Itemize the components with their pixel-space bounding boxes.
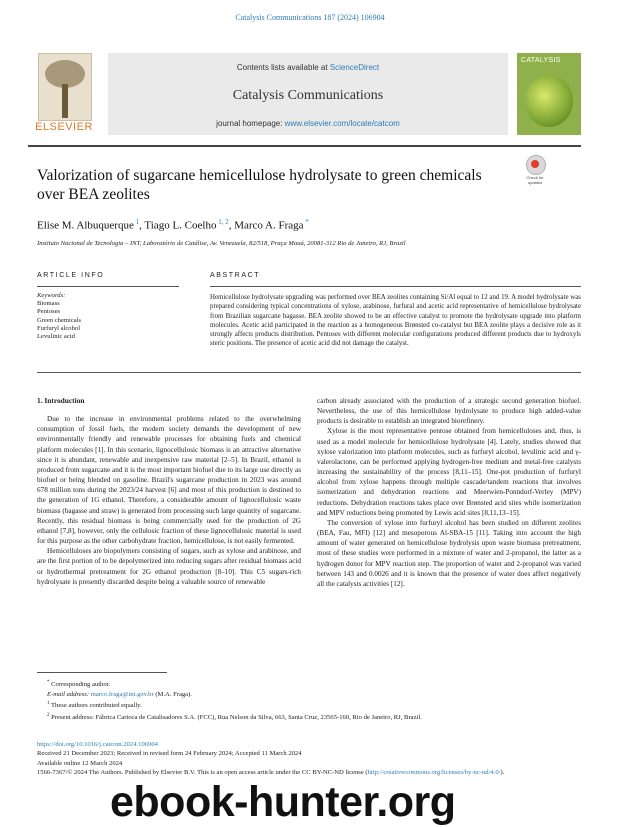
author-list: Elise M. Albuquerque $^1$, Tiago L. Coelho $^{1, 2}$, Marco A. Fraga * [37, 218, 309, 232]
footnotes [37, 678, 581, 722]
check-for-updates-button[interactable] [522, 155, 548, 185]
cover-image [525, 75, 573, 127]
section-heading-introduction: 1. Introduction [37, 396, 85, 405]
doi-link[interactable]: https://doi.org/10.1016/j.catcom.2024.106904 [37, 741, 158, 748]
elsevier-logo [28, 53, 100, 135]
header-divider [28, 145, 581, 147]
article-info-heading: ARTICLE INFO [37, 272, 105, 279]
license-link[interactable]: http://creativecommons.org/licenses/by-nc-nd/4.0/ [367, 768, 501, 776]
body-paragraph: The conversion of xylose into furfuryl alcohol has been studied on different zeolites (BEA, Fau, MFI) [12] and mesoporous Al-SBA-15 [11]. Taking into account the high amount of water generated on hemicellulose hydrolysis upon waste biomass pretreatment, most of these studies were performed in a mixture of water and 2-propanol, the latter as a hydrogen donor for MPV reaction step. The proportion of water and 2-propanol was varied between 143 and 0.0026 and it is known that the presence of water does affect negatively all the catalysts activities [12]. [317, 518, 581, 588]
body-column-left [37, 396, 301, 587]
sciencedirect-link[interactable]: ScienceDirect [329, 63, 380, 72]
body-paragraph: carbon already associated with the production of a strategic second generation biofuel. Nevertheless, the use of this hemicellulose hydrolysate to produce high added-value products is desirable to establish an integrated biorefinery. [317, 397, 581, 426]
author-mark[interactable]: 1 [135, 218, 140, 226]
author-mark[interactable]: 1, 2 [218, 218, 229, 226]
footnote-divider [37, 672, 167, 673]
keyword: Furfuryl alcohol [37, 324, 81, 332]
article-info-divider [37, 286, 179, 287]
abstract-text: Hemicellulose hydrolysate upgrading was performed over BEA zeolites containing Si/Al equal to 12 and 19. A model hydrolysate was prepared considering typical concentrations of xylose, arabinose, furfural and acetic acid representative of hemicellulose hydrolysate from Brazilian sugarcane bagasse. BEA zeolite showed to be an effective catalyst to promote the hydrolysate upgrade into platform molecules. Acetic acid participated in the reaction as a homogeneous Brønsted co-catalyst but BEA zeolite plays a decisive role as it strongly affects products distribution. Pentoses with different molecular configurations produced different products due to hydroxyls steric positions. The presence of acetic acid did not damage the catalyst. [210, 294, 581, 348]
license-line: 1566-7367/© 2024 The Authors. Published by Elsevier B.V. This is an open access article under the CC BY-NC-ND license (http://creativecommons.org/licenses/by-nc-nd/4.0/). [37, 768, 505, 776]
keywords-block [37, 292, 81, 341]
check-updates-label: Check for updates [526, 175, 544, 185]
author-name[interactable]: Elise M. Albuquerque [37, 219, 134, 232]
email-link[interactable]: marco.fraga@int.gov.br [90, 690, 154, 698]
journal-reference[interactable]: Catalysis Communications 187 (2024) 106904 [235, 13, 385, 22]
watermark: ebook-hunter.org [110, 778, 456, 826]
keywords-label: Keywords: [37, 292, 66, 299]
cover-title: CATALYSIS [521, 57, 561, 64]
received-dates: Received 21 December 2023; Received in revised form 24 February 2024; Accepted 11 March 2024 [37, 750, 302, 758]
contents-line: Contents lists available at ScienceDirect [236, 63, 380, 72]
keyword: Green chemicals [37, 316, 82, 324]
keyword: Levulinic acid [37, 333, 75, 341]
journal-name: Catalysis Communications [232, 88, 384, 103]
body-paragraph: Hemicelluloses are biopolymers consisting of sugars, such as xylose and arabinose, and are the first portion of to be depolymerized into reducing sugars after residual biomass acid or hydrothermal pretreatment for 2G ethanol production [8–10]. This C5 sugars-rich hydrolysate is presently discarded despite being a valuable source of renewable [37, 547, 301, 586]
article-metadata [37, 740, 581, 777]
body-paragraph: Xylose is the most representative pentose obtained from hemicelluloses and, thus, is used as a model molecule for hemicellulose hydrolysate [4]. Lately, studies showed that xylose valorization into platform molecules, such as furfuryl alcohol, levulinic acid and γ-valerolactone, can be performed applying hydrogen-free medium and metal-free catalysts increasing the sustainability of the process [8,11–15]. One-pot production of furfuryl alcohol from xylose happens through multiple cascade/tandem reactions that involves isomerization and dehydration reactions and Meerwien-Ponndorf-Verley (MPV) reductions. Dehydration reactions takes place over Brønsted acid sites while isomerization and MPV reductions being promoted by Lewis acid sites [8,11,13–15]. [317, 427, 581, 517]
footnote-2: $^2$ Present address: Fábrica Carioca de Catalisadores S.A. (FCC), Rua Nelson da Silva, 663, Santa Cruz, 23565-160, Rio de Janeiro, RJ, Brazil. [47, 712, 422, 721]
body-paragraph: Due to the increase in environmental problems related to the overwhelming consumption of fossil fuels, the modern society demands the development of new environmentally friendly and renewable processes for obtaining fuels and chemical platform molecules [1]. In this scenario, lignocellulosic biomass is an attractive alternative since it is abundant, renewable and inexpensive raw material [2–5]. In Brazil, ethanol is produced from sugarcane and it is the most important biofuel due to its large use directly as biofuel or being blended on gasoline. Brazil's sugarcane production in 2023 was around 678 million tons during the 2023/24 harvest [6] and most of this production is destined to the generation of 1G ethanol. Therefore, a considerable amount of lignocellulosic waste biomass (bagasse and straw) is generated from processing such large quantity of sugarcane. Recently, this residual biomass is being commercially used for the production of 2G ethanol [7,8], however, only the cellulosic fraction of these lignocellulosic material is used for this purpose as the other carbohydrate fraction, hemicellulose, is not easily fermented. [37, 415, 301, 546]
journal-cover [517, 53, 581, 135]
homepage-link[interactable]: www.elsevier.com/locate/catcom [284, 119, 400, 128]
body-column-right [317, 396, 581, 589]
abstract-divider [210, 286, 581, 287]
footnote-1: $^1$ These authors contributed equally. [47, 701, 142, 710]
elsevier-tree-icon [38, 53, 92, 121]
abstract-heading: ABSTRACT [210, 272, 261, 279]
keyword: Pentoses [37, 308, 61, 316]
affiliation: Instituto Nacional de Tecnologia – INT, Laboratório de Catálise, Av. Venezuela, 82/518, Praça Mauá, 20081-312 Rio de Janeiro, RJ, Brazil [37, 240, 406, 247]
journal-masthead [108, 53, 508, 135]
homepage-line: journal homepage: www.elsevier.com/locate/catcom [216, 119, 400, 128]
footnote-corresponding: * Corresponding author. [47, 680, 111, 689]
keyword: Biomass [37, 300, 60, 308]
footnote-email: E-mail address: marco.fraga@int.gov.br (M.A. Fraga). [47, 690, 192, 698]
available-online: Available online 12 March 2024 [37, 759, 123, 767]
abstract-bottom-divider [37, 372, 581, 373]
author-name[interactable]: Marco A. Fraga [234, 219, 304, 232]
elsevier-wordmark: ELSEVIER [35, 121, 93, 133]
author-mark[interactable]: * [305, 218, 309, 226]
article-title: Valorization of sugarcane hemicellulose hydrolysate to green chemicals over BEA zeolites [37, 167, 482, 203]
author-name[interactable]: Tiago L. Coelho [144, 219, 217, 232]
